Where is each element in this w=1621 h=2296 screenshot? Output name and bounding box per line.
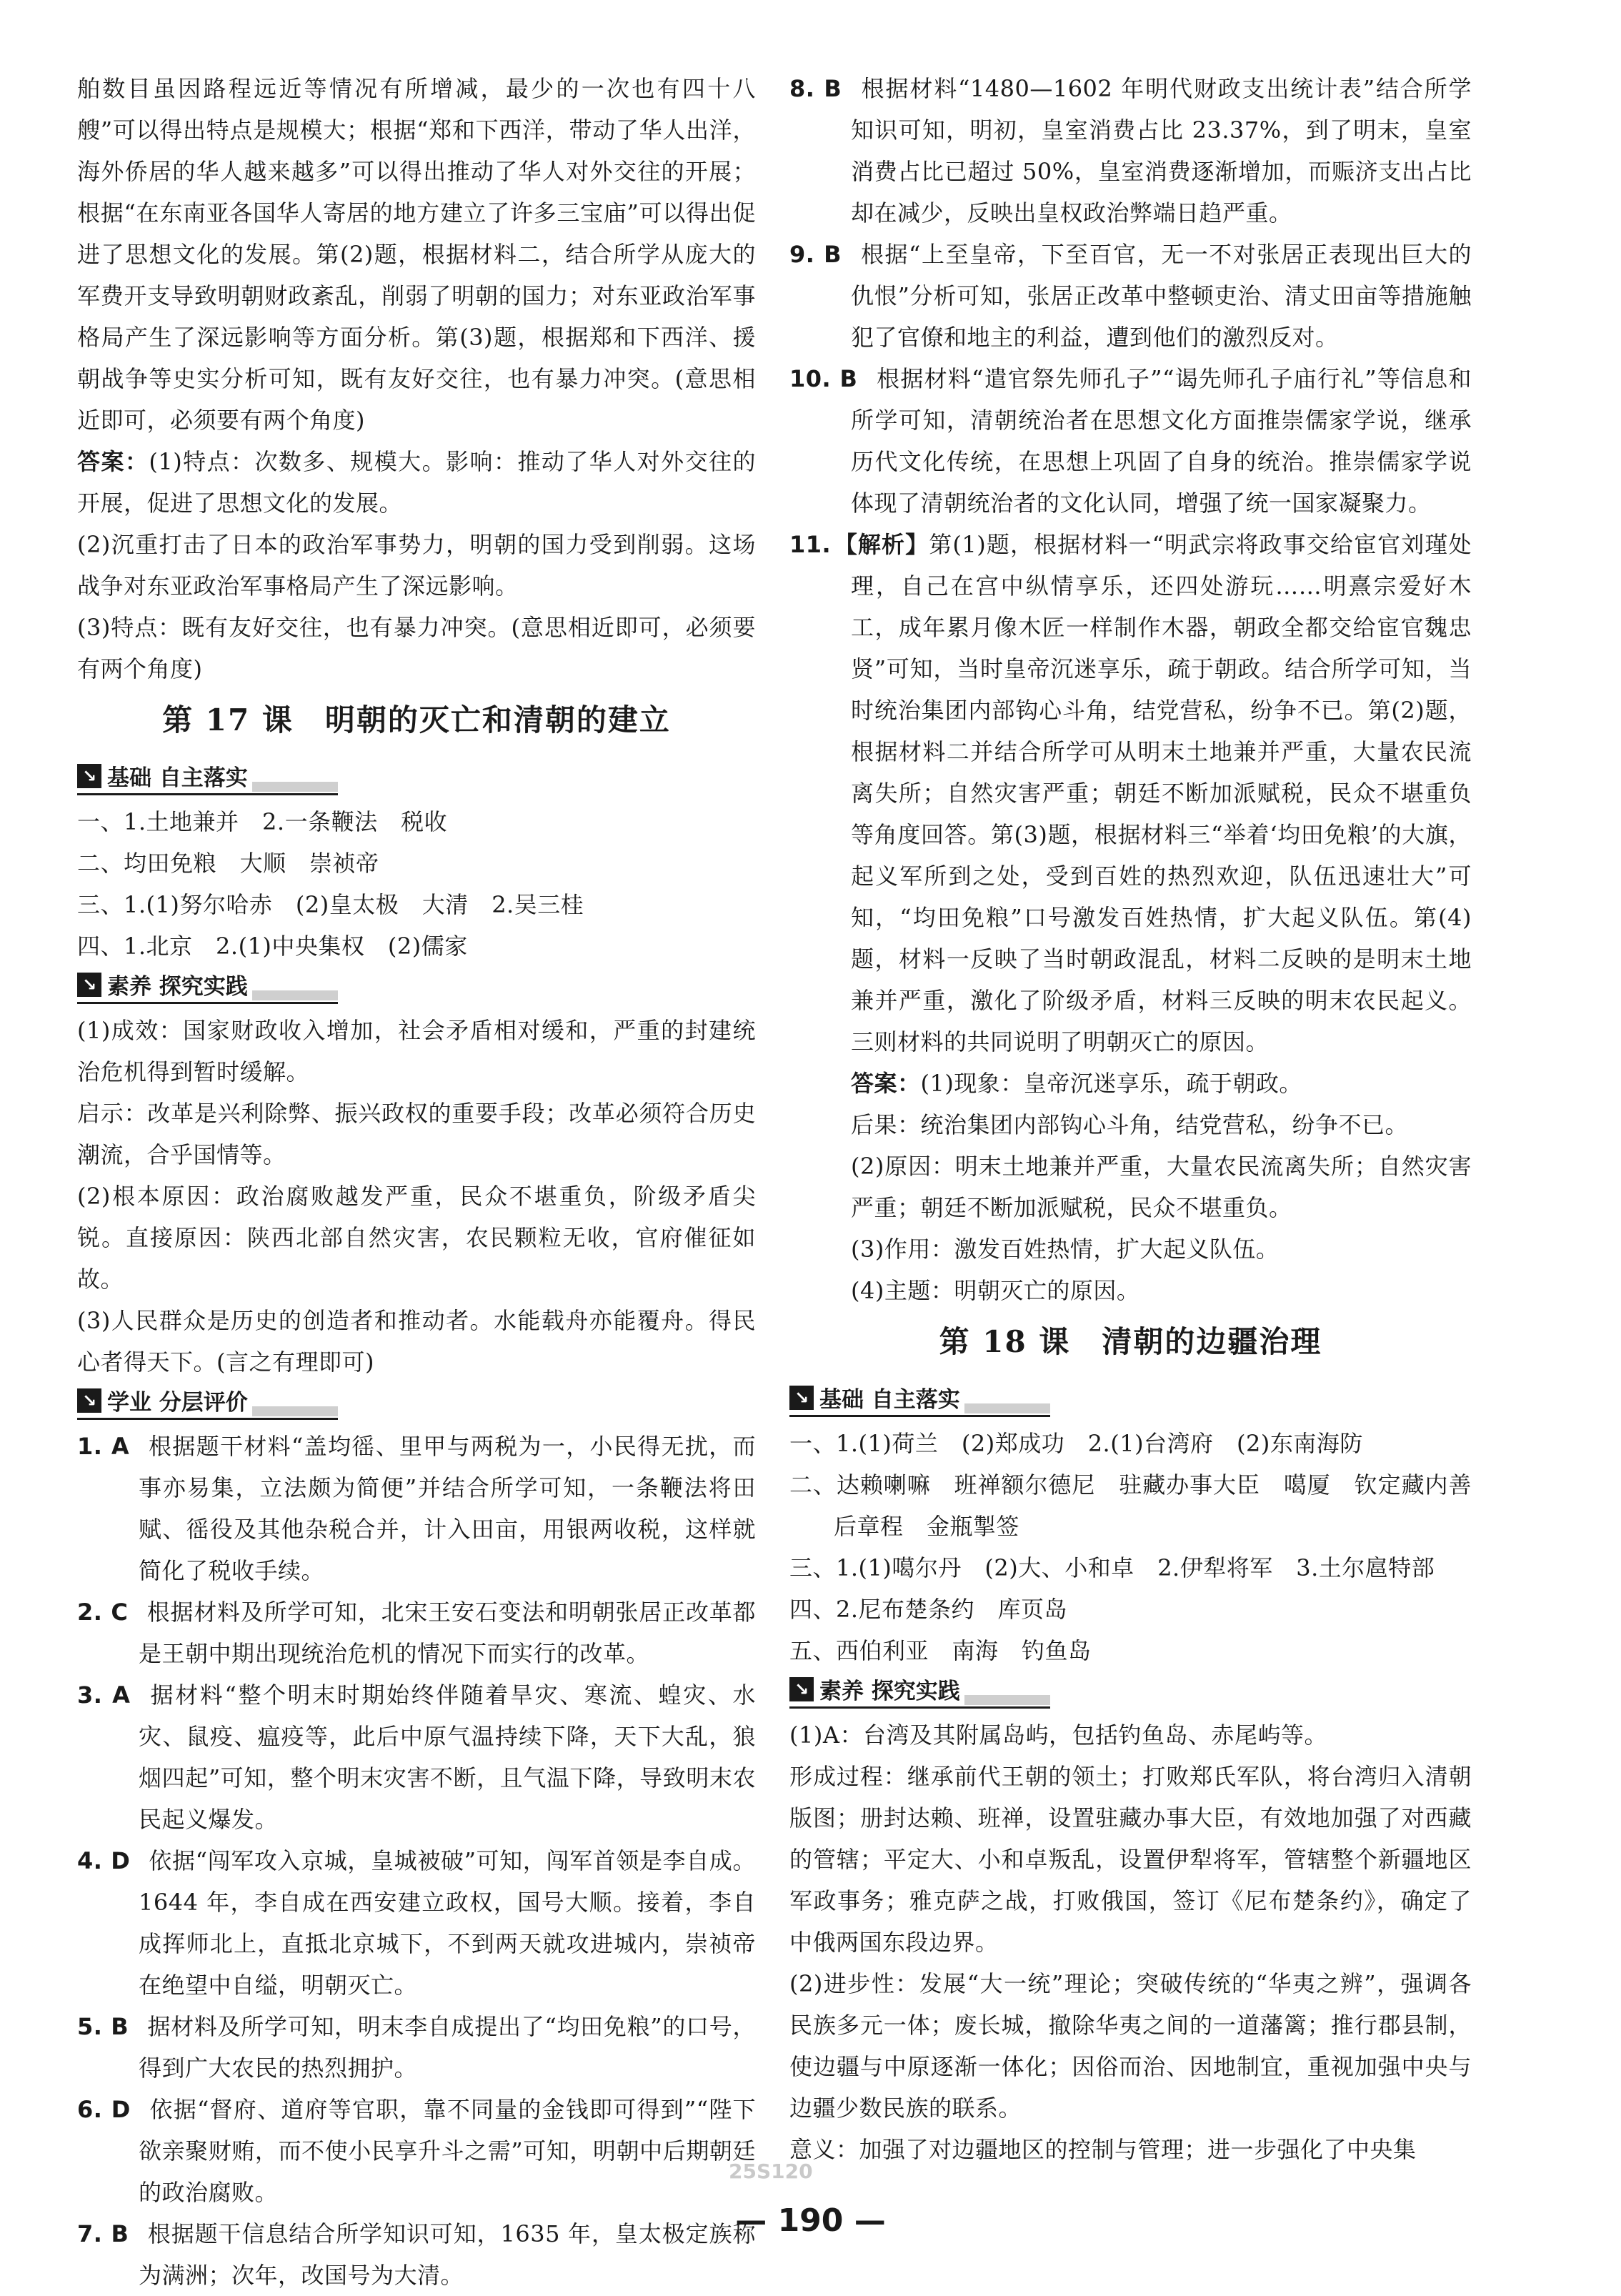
- basic-line: 一、1.(1)荷兰 (2)郑成功 2.(1)台湾府 (2)东南海防: [789, 1430, 1363, 1457]
- question-item-11: 11. 【解析】第(1)题，根据材料一“明武宗将政事交给宦官刘瑾处理，自己在宫中纵情享乐，还四处游玩……明熹宗爱好木工，成年累月像木匠一样制作木器，朝政全都交给宦官魏忠贤”可知，当时皇帝沉迷享乐，疏于朝政。结合所学可知，当时统治集团内部钩心斗角，结党营私，纷争不已。第(2)题，根据材料二并结合所学可从明末土地兼并严重，大量农民流离失所；自然灾害严重；朝廷不断加派赋税，民众不堪重负等角度回答。第(3)题，根据材料三“举着‘均田免粮’的大旗，起义军所到之处，受到百姓的热烈欢迎，队伍迅速壮大”可知，“均田免粮”口号激发百姓热情，扩大起义队伍。第(4)题，材料一反映了当时朝政混乱，材料二反映的是明末土地兼并严重，激化了阶级矛盾，材料三反映的明末农民起义。三则材料的共同说明了明朝灭亡的原因。: [789, 531, 1472, 1055]
- answer-line: 答案：(1)现象：皇帝沉迷享乐，疏于朝政。: [851, 1070, 1302, 1097]
- basic-answers: [77, 801, 756, 967]
- arrow-icon: ↘: [789, 1677, 814, 1701]
- question-item: 1. A 根据题干材料“盖均徭、里甲与两税为一，小民得无扰，而事亦易集，立法颇为简便”并结合所学可知，一条鞭法将田赋、徭役及其他杂税合并，计入田亩，用银两收税，这样就简化了税收手续。: [77, 1433, 756, 1584]
- section-basic: ↘ 基础 自主落实: [77, 760, 338, 795]
- answer-line: 后果：统治集团内部钩心斗角，结党营私，纷争不已。: [851, 1111, 1409, 1138]
- question-item: 5. B 据材料及所学可知，明末李自成提出了“均田免粮”的口号，得到广大农民的热烈拥护。: [77, 2013, 756, 2082]
- section-evaluation: ↘ 学业 分层评价: [77, 1384, 338, 1420]
- answer-line: (3)作用：激发百姓热情，扩大起义队伍。: [851, 1236, 1280, 1263]
- practice-line: (3)人民群众是历史的创造者和推动者。水能载舟亦能覆舟。得民心者得天下。(言之有理即可): [77, 1307, 756, 1376]
- practice-line: (2)根本原因：政治腐败越发严重，民众不堪重负，阶级矛盾尖锐。直接原因：陕西北部自然灾害，农民颗粒无收，官府催征如故。: [77, 1183, 756, 1293]
- basic-line: 五、西伯利亚 南海 钓鱼岛: [789, 1637, 1092, 1664]
- arrow-icon: ↘: [77, 973, 101, 997]
- answer-label: 答案：: [77, 448, 149, 475]
- basic-line: 三、1.(1)努尔哈赤 (2)皇太极 大清 2.吴三桂: [77, 891, 584, 918]
- basic-line: 二、达赖喇嘛 班禅额尔德尼 驻藏办事大臣 噶厦 钦定藏内善后章程 金瓶掣签: [789, 1471, 1472, 1540]
- basic-line: 一、1.土地兼并 2.一条鞭法 税收: [77, 808, 448, 835]
- practice-line: (1)A：台湾及其附属岛屿，包括钓鱼岛、赤尾屿等。: [789, 1721, 1327, 1749]
- arrow-icon: ↘: [789, 1386, 814, 1410]
- practice-answers: [77, 1010, 756, 1383]
- practice-answers: [789, 1714, 1472, 2170]
- basic-answers: [789, 1423, 1472, 1671]
- lesson-17-title: 第 17 课 明朝的灭亡和清朝的建立: [162, 702, 671, 737]
- question-item: 10. B 根据材料“遣官祭先师孔子”“谒先师孔子庙行礼”等信息和所学可知，清朝统治者在思想文化方面推崇儒家学说，继承历代文化传统，在思想上巩固了自身的统治。推崇儒家学说体现了清朝统治者的文化认同，增强了统一国家凝聚力。: [789, 365, 1472, 517]
- practice-line: 意义：加强了对边疆地区的控制与管理；进一步强化了中央集: [789, 2136, 1417, 2163]
- question-item: 8. B 根据材料“1480—1602 年明代财政支出统计表”结合所学知识可知，明初，皇室消费占比 23.37%，到了明末，皇室消费占比已超过 50%，皇室消费逐渐增加，而赈济支出占比却在减少，反映出皇权政治弊端日趋严重。: [789, 75, 1472, 227]
- section-basic: ↘ 基础 自主落实: [789, 1381, 1050, 1417]
- practice-line: (2)进步性：发展“大一统”理论；突破传统的“华夷之辨”，强调各民族多元一体；废长城，撤除华夷之间的一道藩篱；推行郡县制，使边疆与中原逐渐一体化；因俗而治、因地制宜，重视加强中央与边疆少数民族的联系。: [789, 1970, 1472, 2122]
- practice-line: 形成过程：继承前代王朝的领土；打败郑氏军队，将台湾归入清朝版图；册封达赖、班禅，设置驻藏办事大臣，有效地加强了对西藏的管辖；平定大、小和卓叛乱，设置伊犁将军，管辖整个新疆地区军政事务；雅克萨之战，打败俄国，签订《尼布楚条约》，确定了中俄两国东段边界。: [789, 1763, 1472, 1956]
- question-item: 6. D 依据“督府、道府等官职，靠不同量的金钱即可得到”“陛下欲亲聚财贿，而不使小民享升斗之需”可知，明朝中后期朝廷的政治腐败。: [77, 2096, 756, 2206]
- page-number: — 190 —: [735, 2202, 886, 2239]
- answer-11: [789, 1063, 1472, 1311]
- basic-line: 三、1.(1)噶尔丹 (2)大、小和卓 2.伊犁将军 3.土尔扈特部: [789, 1554, 1435, 1581]
- left-column: [77, 68, 756, 2296]
- answer-2: (2)沉重打击了日本的政治军事势力，明朝的国力受到削弱。这场战争对东亚政治军事格局产生了深远影响。: [77, 531, 756, 600]
- answer-line: (2)原因：明末土地兼并严重，大量农民流离失所；自然灾害严重；朝廷不断加派赋税，民众不堪重负。: [851, 1153, 1472, 1221]
- arrow-icon: ↘: [77, 1388, 101, 1413]
- question-item: 3. A 据材料“整个明末时期始终伴随着旱灾、寒流、蝗灾、水灾、鼠疫、瘟疫等，此后中原气温持续下降，天下大乱，狼烟四起”可知，整个明末灾害不断，且气温下降，导致明末农民起义爆发。: [77, 1681, 756, 1833]
- question-item: 7. B 根据题干信息结合所学知识可知，1635 年，皇太极定族称为满洲；次年，改国号为大清。: [77, 2220, 756, 2289]
- continued-analysis: 舶数目虽因路程远近等情况有所增减，最少的一次也有四十八艘”可以得出特点是规模大；根据“郑和下西洋，带动了华人出洋，海外侨居的华人越来越多”可以得出推动了华人对外交往的开展；根据“在东南亚各国华人寄居的地方建立了许多三宝庙”可以得出促进了思想文化的发展。第(2)题，根据材料二，结合所学从庞大的军费开支导致明朝财政紊乱，削弱了明朝的国力；对东亚政治军事格局产生了深远影响等方面分析。第(3)题，根据郑和下西洋、援朝战争等史实分析可知，既有友好交往，也有暴力冲突。(意思相近即可，必须要有两个角度): [77, 75, 756, 434]
- basic-line: 四、2.尼布楚条约 库页岛: [789, 1596, 1068, 1623]
- analysis-label: 【解析】: [834, 531, 929, 558]
- arrow-icon: ↘: [77, 764, 101, 788]
- answer-label: 答案：: [851, 1070, 921, 1097]
- watermark: 25S120: [729, 2160, 813, 2183]
- evaluation-items: [77, 1426, 756, 2296]
- answer-1: 答案：(1)特点：次数多、规模大。影响：推动了华人对外交往的开展，促进了思想文化的发展。: [77, 448, 756, 517]
- right-column: [789, 68, 1472, 2170]
- question-item: 4. D 依据“闯军攻入京城，皇城被破”可知，闯军首领是李自成。1644 年，李自成在西安建立政权，国号大顺。接着，李自成挥师北上，直抵北京城下，不到两天就攻进城内，崇祯帝在绝望中自缢，明朝灭亡。: [77, 1847, 756, 1999]
- question-item: 9. B 根据“上至皇帝，下至百官，无一不对张居正表现出巨大的仇恨”分析可知，张居正改革中整顿吏治、清丈田亩等措施触犯了官僚和地主的利益，遭到他们的激烈反对。: [789, 241, 1472, 351]
- practice-line: (1)成效：国家财政收入增加，社会矛盾相对缓和，严重的封建统治危机得到暂时缓解。: [77, 1017, 756, 1085]
- answer-line: (4)主题：明朝灭亡的原因。: [851, 1277, 1140, 1304]
- lesson-18-title: 第 18 课 清朝的边疆治理: [939, 1324, 1322, 1359]
- basic-line: 二、均田免粮 大顺 崇祯帝: [77, 850, 379, 877]
- section-practice: ↘ 素养 探究实践: [77, 968, 338, 1004]
- basic-line: 四、1.北京 2.(1)中央集权 (2)儒家: [77, 933, 468, 960]
- answer-3: (3)特点：既有友好交往，也有暴力冲突。(意思相近即可，必须要有两个角度): [77, 614, 756, 682]
- practice-line: 启示：改革是兴利除弊、振兴政权的重要手段；改革必须符合历史潮流，合乎国情等。: [77, 1100, 756, 1168]
- section-practice: ↘ 素养 探究实践: [789, 1673, 1050, 1709]
- question-item: 2. C 根据材料及所学可知，北宋王安石变法和明朝张居正改革都是王朝中期出现统治危机的情况下而实行的改革。: [77, 1599, 756, 1667]
